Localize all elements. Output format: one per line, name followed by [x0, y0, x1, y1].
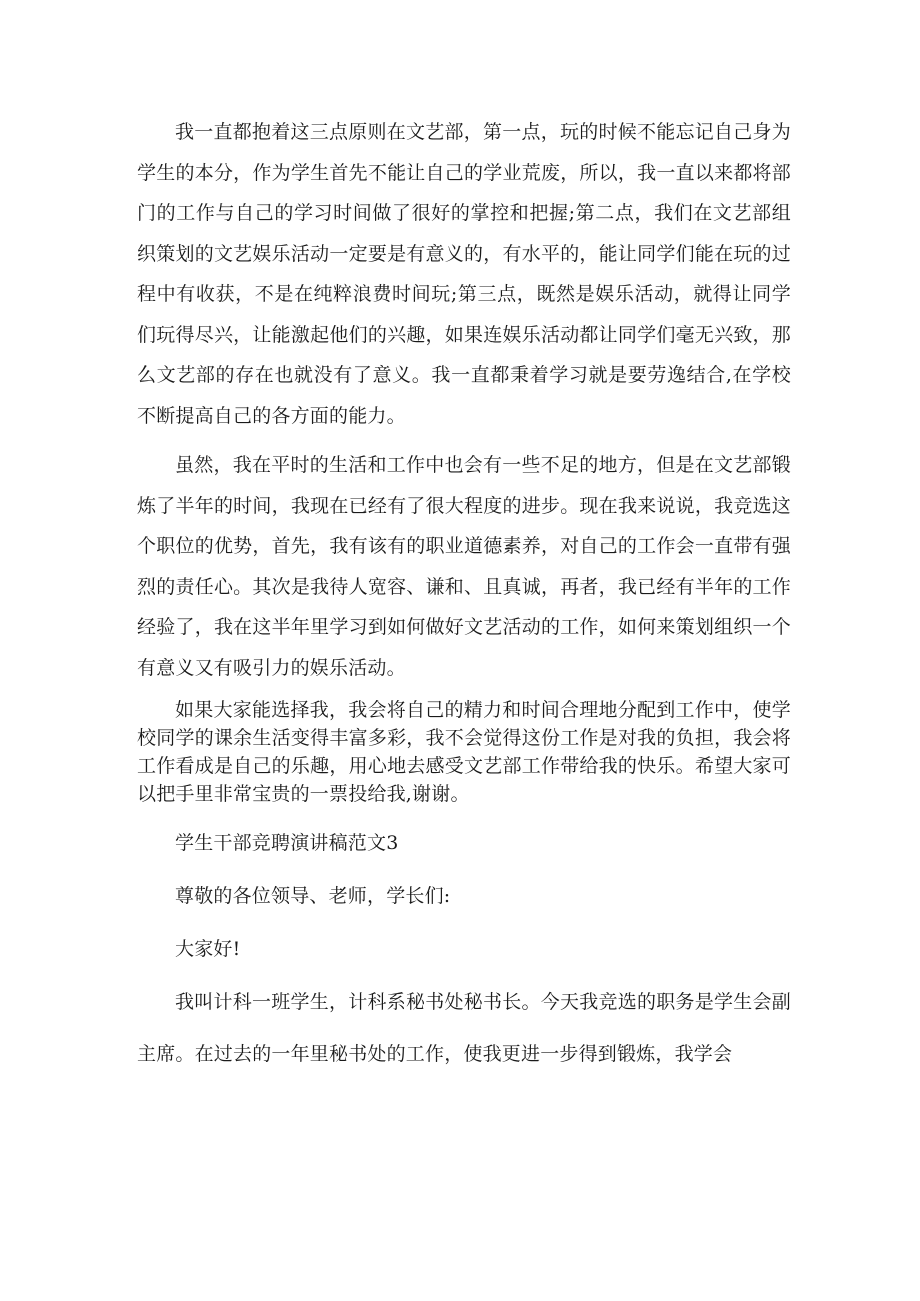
paragraph-advantages: 虽然，我在平时的生活和工作中也会有一些不足的地方，但是在文艺部锻炼了半年的时间，我现在已经有了很大程度的进步。现在我来说说，我竞选这个职位的优势，首先，我有该有的职业道德素养，对自己的工作会一直带有强烈的责任心。其次是我待人宽容、谦和、且真诚，再者，我已经有半年的工作经验了，我在这半年里学习到如何做好文艺活动的工作，如何来策划组织一个有意义又有吸引力的娱乐活动。: [137, 454, 791, 679]
greeting: 大家好!: [175, 938, 241, 960]
section-heading: 学生干部竞聘演讲稿范文3: [175, 832, 399, 854]
paragraph-principles: 我一直都抱着这三点原则在文艺部，第一点，玩的时候不能忘记自己身为学生的本分，作为学生首先不能让自己的学业荒废，所以，我一直以来都将部门的工作与自己的学习时间做了很好的掌控和把握;第二点，我们在文艺部组织策划的文艺娱乐活动一定要是有意义的，有水平的，能让同学们能在玩的过程中有收获，不是在纯粹浪费时间玩;第三点，既然是娱乐活动，就得让同学们玩得尽兴，让能激起他们的兴趣，如果连娱乐活动都让同学们毫无兴致，那么文艺部的存在也就没有了意义。我一直都秉着学习就是要劳逸结合,在学校不断提高自己的各方面的能力。: [137, 121, 791, 427]
salutation: 尊敬的各位领导、老师，学长们:: [175, 885, 451, 907]
paragraph-introduction: 我叫计科一班学生，计科系秘书处秘书长。今天我竞选的职务是学生会副主席。在过去的一年里秘书处的工作，使我更进一步得到锻炼，我学会: [137, 991, 791, 1065]
document-body: [137, 112, 791, 1080]
paragraph-closing: 如果大家能选择我，我会将自己的精力和时间合理地分配到工作中，使学校同学的课余生活变得丰富多彩，我不会觉得这份工作是对我的负担，我会将工作看成是自己的乐趣，用心地去感受文艺部工作带给我的快乐。希望大家可以把手里非常宝贵的一票投给我,谢谢。: [137, 699, 791, 805]
